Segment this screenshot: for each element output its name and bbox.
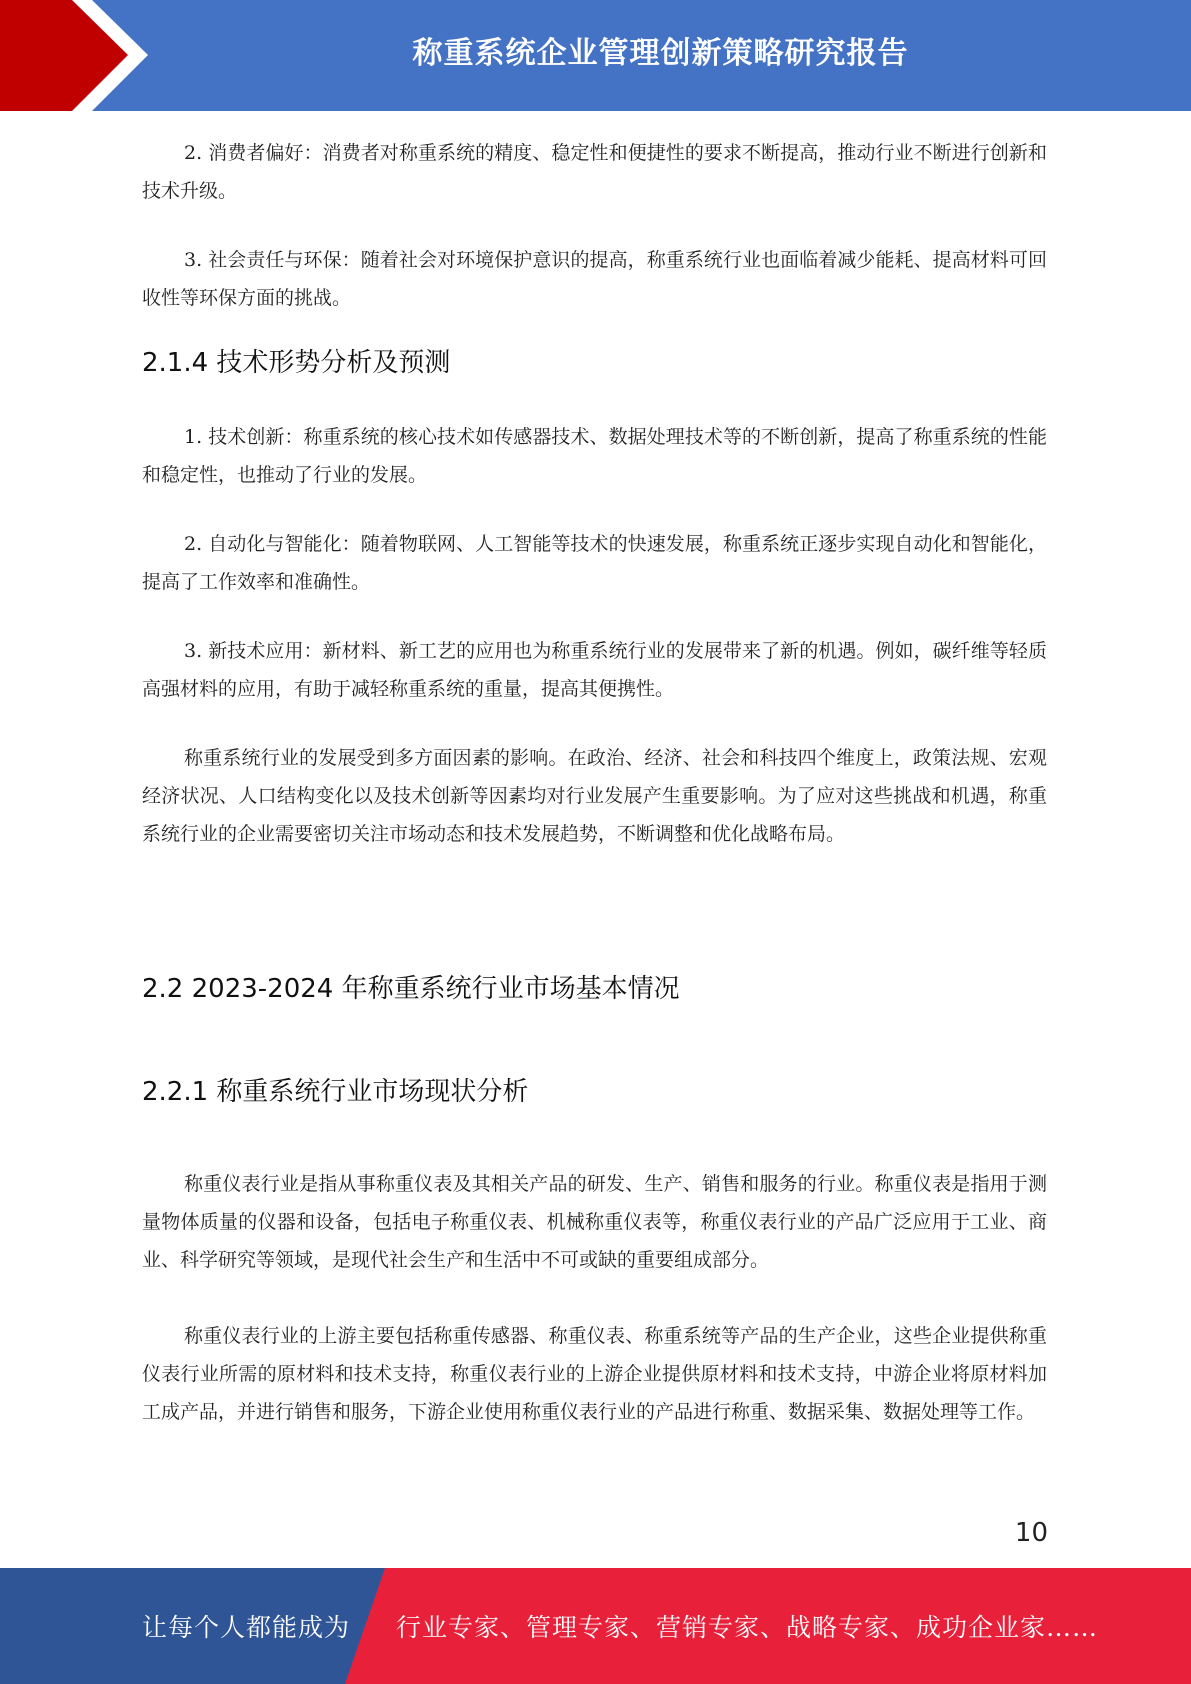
page-number: 10 <box>1014 1518 1048 1548</box>
section-heading-2-1-4: 2.1.4 技术形势分析及预测 <box>142 348 451 378</box>
footer-slogan-left: 让每个人都能成为 <box>142 1613 351 1642</box>
paragraph-tech-innovation: 1. 技术创新：称重系统的核心技术如传感器技术、数据处理技术等的不断创新，提高了称重系统的性能和稳定性，也推动了行业的发展。 <box>142 426 1047 486</box>
paragraph-industry-summary: 称重系统行业的发展受到多方面因素的影响。在政治、经济、社会和科技四个维度上，政策法规、宏观经济状况、人口结构变化以及技术创新等因素均对行业发展产生重要影响。为了应对这些挑战和机遇，称重系统行业的企业需要密切关注市场动态和技术发展趋势，不断调整和优化战略布局。 <box>142 747 1047 845</box>
page-header <box>0 0 1191 111</box>
section-heading-2-2: 2.2 2023-2024 年称重系统行业市场基本情况 <box>142 974 680 1004</box>
section-heading-2-2-1: 2.2.1 称重系统行业市场现状分析 <box>142 1077 529 1107</box>
paragraph-industry-chain: 称重仪表行业的上游主要包括称重传感器、称重仪表、称重系统等产品的生产企业，这些企业提供称重仪表行业所需的原材料和技术支持，称重仪表行业的上游企业提供原材料和技术支持，中游企业将原材料加工成产品，并进行销售和服务，下游企业使用称重仪表行业的产品进行称重、数据采集、数据处理等工作。 <box>142 1325 1047 1423</box>
paragraph-social-responsibility: 3. 社会责任与环保：随着社会对环境保护意识的提高，称重系统行业也面临着减少能耗、提高材料可回收性等环保方面的挑战。 <box>142 249 1047 309</box>
report-title: 称重系统企业管理创新策略研究报告 <box>412 36 909 71</box>
footer-slogan-right: 行业专家、管理专家、营销专家、战略专家、成功企业家…… <box>396 1613 1099 1642</box>
paragraph-consumer-preference: 2. 消费者偏好：消费者对称重系统的精度、稳定性和便捷性的要求不断提高，推动行业不断进行创新和技术升级。 <box>142 142 1047 202</box>
paragraph-automation: 2. 自动化与智能化：随着物联网、人工智能等技术的快速发展，称重系统正逐步实现自动化和智能化，提高了工作效率和准确性。 <box>142 533 1047 593</box>
paragraph-weighing-instrument-definition: 称重仪表行业是指从事称重仪表及其相关产品的研发、生产、销售和服务的行业。称重仪表是指用于测量物体质量的仪器和设备，包括电子称重仪表、机械称重仪表等，称重仪表行业的产品广泛应用于工业、商业、科学研究等领域，是现代社会生产和生活中不可或缺的重要组成部分。 <box>142 1173 1047 1271</box>
page-footer <box>0 1568 1191 1684</box>
paragraph-new-tech-application: 3. 新技术应用：新材料、新工艺的应用也为称重系统行业的发展带来了新的机遇。例如，碳纤维等轻质高强材料的应用，有助于减轻称重系统的重量，提高其便携性。 <box>142 640 1047 700</box>
